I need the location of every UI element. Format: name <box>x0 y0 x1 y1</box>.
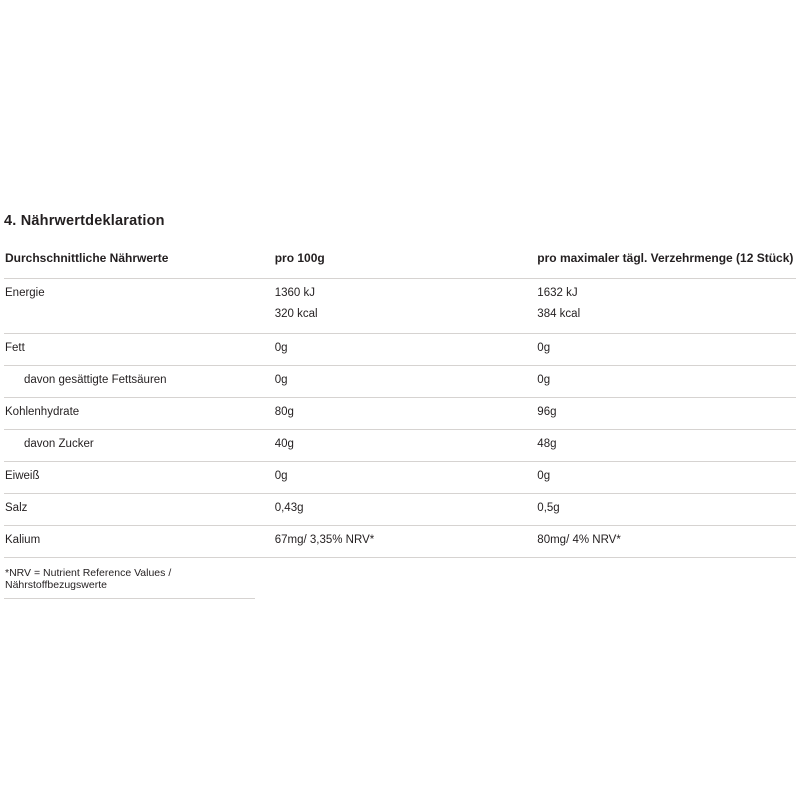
table-row <box>4 398 796 430</box>
row-per-100g-cell <box>275 366 538 398</box>
row-per-100g-cell <box>275 462 538 494</box>
row-per-100g-cell <box>275 430 538 462</box>
table-row <box>4 526 796 558</box>
table-row <box>4 279 796 334</box>
table-row <box>4 366 796 398</box>
row-per-100g-text: 0g <box>274 342 288 354</box>
row-label-cell <box>4 366 275 398</box>
table-row <box>4 430 796 462</box>
row-per-100g-cell <box>275 398 538 430</box>
row-per-serving-cell <box>537 398 796 430</box>
row-per-serving-text-secondary: 384 kcal <box>537 307 581 320</box>
row-per-100g-text: 40g <box>274 438 294 450</box>
row-per-100g-cell <box>275 494 538 526</box>
row-per-100g-cell <box>275 526 538 558</box>
header-cell-per-100g <box>275 243 538 279</box>
row-label-cell <box>4 334 275 366</box>
header-per-100g-text: pro 100g <box>274 251 325 265</box>
row-label-text: davon gesättigte Fettsäuren <box>24 374 167 386</box>
row-label-text: Fett <box>5 342 25 354</box>
row-per-serving-text: 0g <box>537 374 551 386</box>
header-cell-label <box>4 243 275 279</box>
row-per-serving-cell <box>537 279 796 334</box>
row-per-100g-text: 67mg/ 3,35% NRV* <box>274 534 375 546</box>
row-label-cell <box>4 430 275 462</box>
row-label-cell <box>4 398 275 430</box>
row-per-100g-cell <box>275 279 538 334</box>
row-per-serving-text: 0,5g <box>537 502 560 514</box>
row-label-text: Eiweiß <box>5 470 40 482</box>
row-label-text: Salz <box>5 502 28 514</box>
row-per-100g-text: 0g <box>274 470 288 482</box>
row-per-serving-text: 96g <box>537 406 557 418</box>
row-label-cell <box>4 279 275 334</box>
row-per-100g-cell <box>275 334 538 366</box>
row-per-serving-text: 0g <box>537 342 551 354</box>
header-cell-per-serving <box>537 243 796 279</box>
row-per-100g-text: 1360 kJ <box>274 287 315 299</box>
row-label-cell <box>4 462 275 494</box>
table-header-row <box>4 243 796 279</box>
row-per-serving-text: 80mg/ 4% NRV* <box>537 534 621 546</box>
nutrition-table <box>4 243 796 558</box>
table-row <box>4 494 796 526</box>
content-area <box>0 213 800 599</box>
row-per-100g-text: 80g <box>274 406 294 418</box>
row-label-text: davon Zucker <box>24 438 94 450</box>
row-per-serving-text: 48g <box>537 438 557 450</box>
row-per-serving-cell <box>537 430 796 462</box>
row-label-text: Kalium <box>5 534 41 546</box>
header-per-serving-text: pro maximaler tägl. Verzehrmenge (12 Stück) <box>537 251 794 265</box>
row-per-100g-text: 0g <box>274 374 288 386</box>
row-per-100g-text: 0,43g <box>274 502 304 514</box>
table-row <box>4 334 796 366</box>
table-row <box>4 462 796 494</box>
row-per-100g-text-secondary: 320 kcal <box>274 307 318 320</box>
row-per-serving-cell <box>537 462 796 494</box>
row-label-text: Energie <box>5 287 45 299</box>
header-label-text: Durchschnittliche Nährwerte <box>5 251 169 265</box>
page-title: 4. Nährwertdeklaration <box>4 213 165 229</box>
row-per-serving-cell <box>537 526 796 558</box>
row-per-serving-cell <box>537 494 796 526</box>
row-label-cell <box>4 494 275 526</box>
row-label-cell <box>4 526 275 558</box>
row-per-serving-cell <box>537 334 796 366</box>
footnote-nrv: *NRV = Nutrient Reference Values / Nährstoffbezugswerte <box>4 558 255 599</box>
row-label-text: Kohlenhydrate <box>5 406 80 418</box>
row-per-serving-text: 1632 kJ <box>537 287 578 299</box>
row-per-serving-cell <box>537 366 796 398</box>
row-per-serving-text: 0g <box>537 470 551 482</box>
